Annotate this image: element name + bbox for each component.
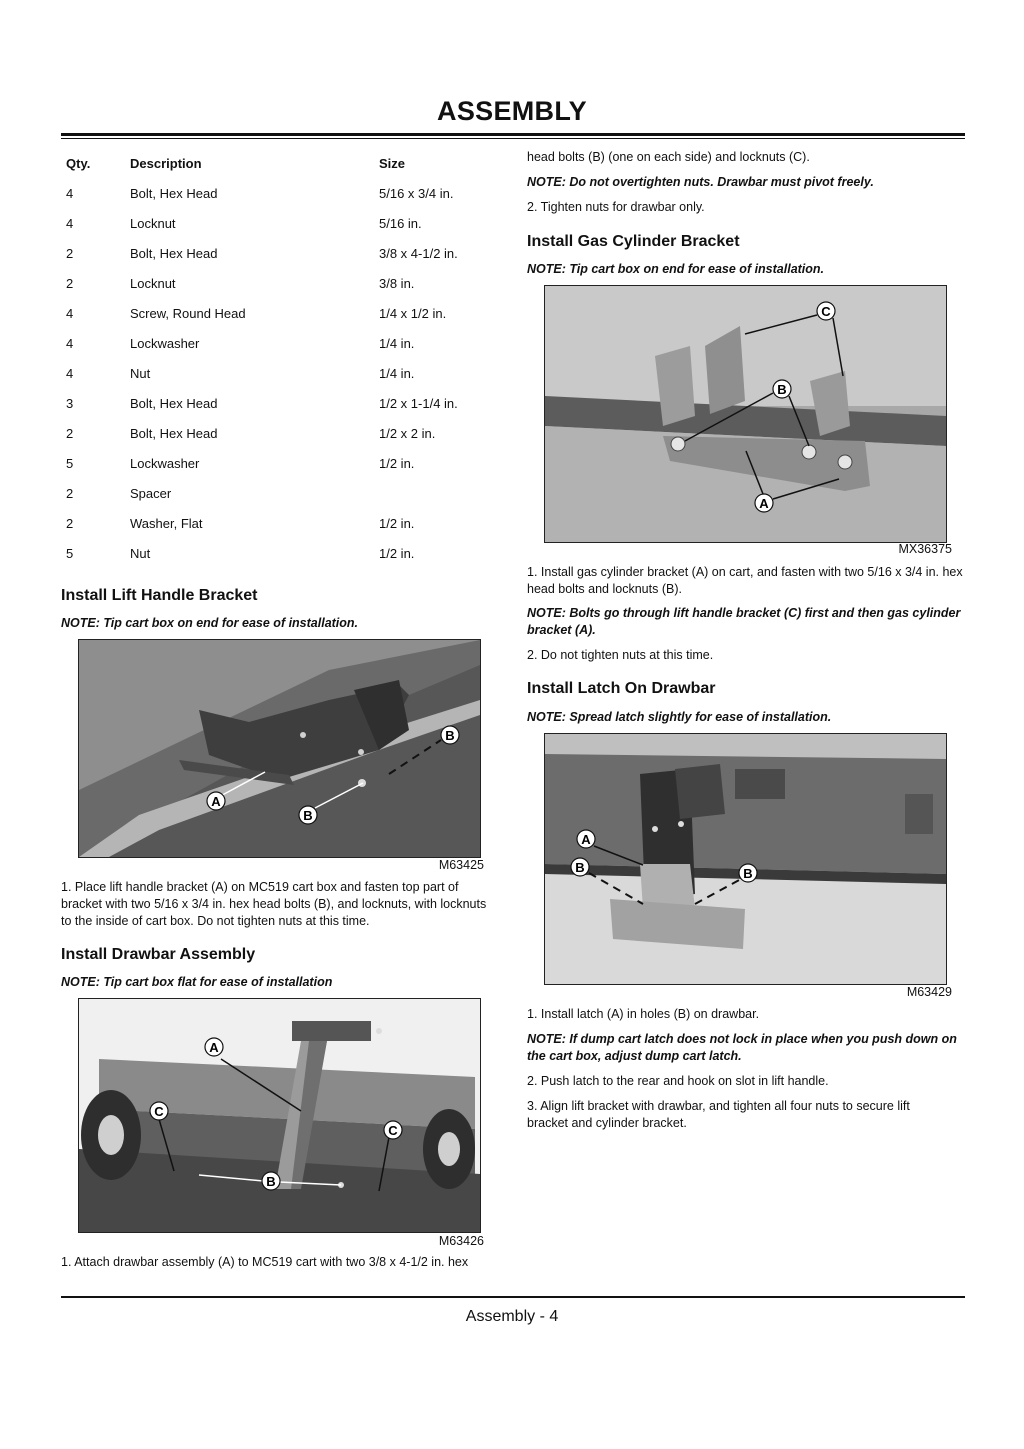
part-description: Lockwasher xyxy=(130,456,200,471)
gas-cylinder-note: NOTE: Tip cart box on end for ease of installation. xyxy=(527,262,825,276)
part-qty: 2 xyxy=(66,486,74,501)
latch-heading: Install Latch On Drawbar xyxy=(527,680,716,697)
callout-c-right xyxy=(384,1121,402,1139)
drawbar-step-1-continued: head bolts (B) (one on each side) and locknuts (C). xyxy=(527,150,810,164)
parts-table-row xyxy=(66,396,486,426)
part-description: Lockwasher xyxy=(130,336,200,351)
page-footer: Assembly - 4 xyxy=(465,1308,559,1325)
parts-table xyxy=(66,156,486,576)
part-description: Spacer xyxy=(130,486,172,501)
part-qty: 4 xyxy=(66,216,74,231)
parts-table-row xyxy=(66,486,486,516)
part-size: 1/4 x 1/2 in. xyxy=(379,306,447,321)
svg-text:A: A xyxy=(759,496,769,511)
callout-a xyxy=(207,792,225,810)
gas-cylinder-photo xyxy=(544,285,947,543)
latch-note: NOTE: Spread latch slightly for ease of installation. xyxy=(527,710,832,724)
part-size: 1/4 in. xyxy=(379,336,415,351)
svg-text:B: B xyxy=(743,866,753,881)
part-qty: 5 xyxy=(66,546,74,561)
part-size: 5/16 in. xyxy=(379,216,422,231)
parts-table-row xyxy=(66,216,486,246)
part-size: 1/2 in. xyxy=(379,546,415,561)
latch-step-3: 3. Align lift bracket with drawbar, and tighten all four nuts to secure lift bracket and cylinder bracket. xyxy=(527,1099,910,1130)
parts-table-row xyxy=(66,306,486,336)
part-qty: 5 xyxy=(66,456,74,471)
svg-text:C: C xyxy=(388,1123,398,1138)
part-size: 1/2 in. xyxy=(379,516,415,531)
part-size: 3/8 x 4-1/2 in. xyxy=(379,246,458,261)
callout-b-lower xyxy=(299,806,317,824)
drawbar-step-2: 2. Tighten nuts for drawbar only. xyxy=(527,200,705,214)
callout-a xyxy=(205,1038,223,1056)
drawbar-note: NOTE: Tip cart box flat for ease of installation xyxy=(61,975,333,989)
lift-handle-photo xyxy=(78,639,481,858)
callout-a xyxy=(577,830,595,848)
header-qty: Qty. xyxy=(66,156,91,171)
callout-a xyxy=(755,494,773,512)
part-description: Screw, Round Head xyxy=(130,306,246,321)
part-size: 1/4 in. xyxy=(379,366,415,381)
latch-step-2: 2. Push latch to the rear and hook on slot in lift handle. xyxy=(527,1074,829,1088)
part-qty: 2 xyxy=(66,246,74,261)
callout-b xyxy=(773,380,791,398)
part-size: 1/2 in. xyxy=(379,456,415,471)
parts-table-row xyxy=(66,546,486,576)
parts-table-row xyxy=(66,366,486,396)
parts-table-row xyxy=(66,246,486,276)
svg-text:A: A xyxy=(211,794,221,809)
gas-cylinder-note-2: NOTE: Bolts go through lift handle bracket (C) first and then gas cylinder bracket (A). xyxy=(527,606,961,637)
parts-table-row xyxy=(66,336,486,366)
figure-id-m63429: M63429 xyxy=(906,985,952,999)
gas-cylinder-heading: Install Gas Cylinder Bracket xyxy=(527,233,740,250)
part-qty: 2 xyxy=(66,276,74,291)
figure-id-m63425: M63425 xyxy=(438,858,484,872)
svg-text:B: B xyxy=(575,860,585,875)
part-description: Bolt, Hex Head xyxy=(130,396,218,411)
latch-note-2: NOTE: If dump cart latch does not lock in place when you push down on the cart box, adjust dump cart latch. xyxy=(527,1032,957,1063)
svg-text:A: A xyxy=(209,1040,219,1055)
part-size: 5/16 x 3/4 in. xyxy=(379,186,454,201)
callout-c-left xyxy=(150,1102,168,1120)
drawbar-step-1-start: 1. Attach drawbar assembly (A) to MC519 cart with two 3/8 x 4-1/2 in. hex xyxy=(61,1255,469,1269)
parts-table-row xyxy=(66,276,486,306)
part-description: Locknut xyxy=(130,276,176,291)
svg-text:B: B xyxy=(445,728,455,743)
svg-text:B: B xyxy=(266,1174,276,1189)
part-qty: 4 xyxy=(66,306,74,321)
callout-b-upper xyxy=(441,726,459,744)
part-description: Bolt, Hex Head xyxy=(130,246,218,261)
page-title: ASSEMBLY xyxy=(437,96,587,126)
parts-table-header xyxy=(66,156,486,186)
svg-text:C: C xyxy=(154,1104,164,1119)
part-qty: 2 xyxy=(66,426,74,441)
lift-handle-heading: Install Lift Handle Bracket xyxy=(61,587,258,604)
svg-text:B: B xyxy=(777,382,787,397)
figure-id-m63426: M63426 xyxy=(438,1234,484,1248)
drawbar-photo xyxy=(78,998,481,1233)
part-size: 1/2 x 2 in. xyxy=(379,426,436,441)
parts-table-row xyxy=(66,426,486,456)
part-description: Nut xyxy=(130,546,151,561)
part-description: Washer, Flat xyxy=(130,516,203,531)
svg-text:C: C xyxy=(821,304,831,319)
callout-b-right xyxy=(739,864,757,882)
parts-table-row xyxy=(66,516,486,546)
part-qty: 4 xyxy=(66,366,74,381)
parts-table-row xyxy=(66,186,486,216)
header-size: Size xyxy=(379,156,406,171)
part-size: 3/8 in. xyxy=(379,276,415,291)
part-description: Bolt, Hex Head xyxy=(130,426,218,441)
drawbar-note-2: NOTE: Do not overtighten nuts. Drawbar must pivot freely. xyxy=(527,175,874,189)
svg-text:A: A xyxy=(581,832,591,847)
gas-cylinder-step-2: 2. Do not tighten nuts at this time. xyxy=(527,648,714,662)
part-qty: 3 xyxy=(66,396,74,411)
part-description: Bolt, Hex Head xyxy=(130,186,218,201)
footer-rule xyxy=(61,1296,965,1298)
svg-text:B: B xyxy=(303,808,313,823)
callout-b xyxy=(262,1172,280,1190)
header-description: Description xyxy=(130,156,202,171)
figure-id-mx36375: MX36375 xyxy=(898,542,952,556)
part-description: Nut xyxy=(130,366,151,381)
lift-handle-step-1: 1. Place lift handle bracket (A) on MC519 cart box and fasten top part of bracket with two 5/16 x 3/4 in. hex head bolts (B), and locknuts, with locknuts to the inside of cart box. Do not tighten nuts at this time. xyxy=(61,880,487,928)
part-qty: 4 xyxy=(66,186,74,201)
parts-table-row xyxy=(66,456,486,486)
callout-c xyxy=(817,302,835,320)
latch-photo xyxy=(544,733,947,985)
part-qty: 4 xyxy=(66,336,74,351)
latch-step-1: 1. Install latch (A) in holes (B) on drawbar. xyxy=(527,1007,760,1021)
drawbar-heading: Install Drawbar Assembly xyxy=(61,946,256,963)
part-qty: 2 xyxy=(66,516,74,531)
callout-b-left xyxy=(571,858,589,876)
gas-cylinder-step-1: 1. Install gas cylinder bracket (A) on cart, and fasten with two 5/16 x 3/4 in. hex head bolts and locknuts (B). xyxy=(527,565,963,596)
header-rule-thin xyxy=(61,138,965,139)
header-rule-thick xyxy=(61,133,965,136)
part-description: Locknut xyxy=(130,216,176,231)
lift-handle-note: NOTE: Tip cart box on end for ease of installation. xyxy=(61,616,359,630)
part-size: 1/2 x 1-1/4 in. xyxy=(379,396,458,411)
